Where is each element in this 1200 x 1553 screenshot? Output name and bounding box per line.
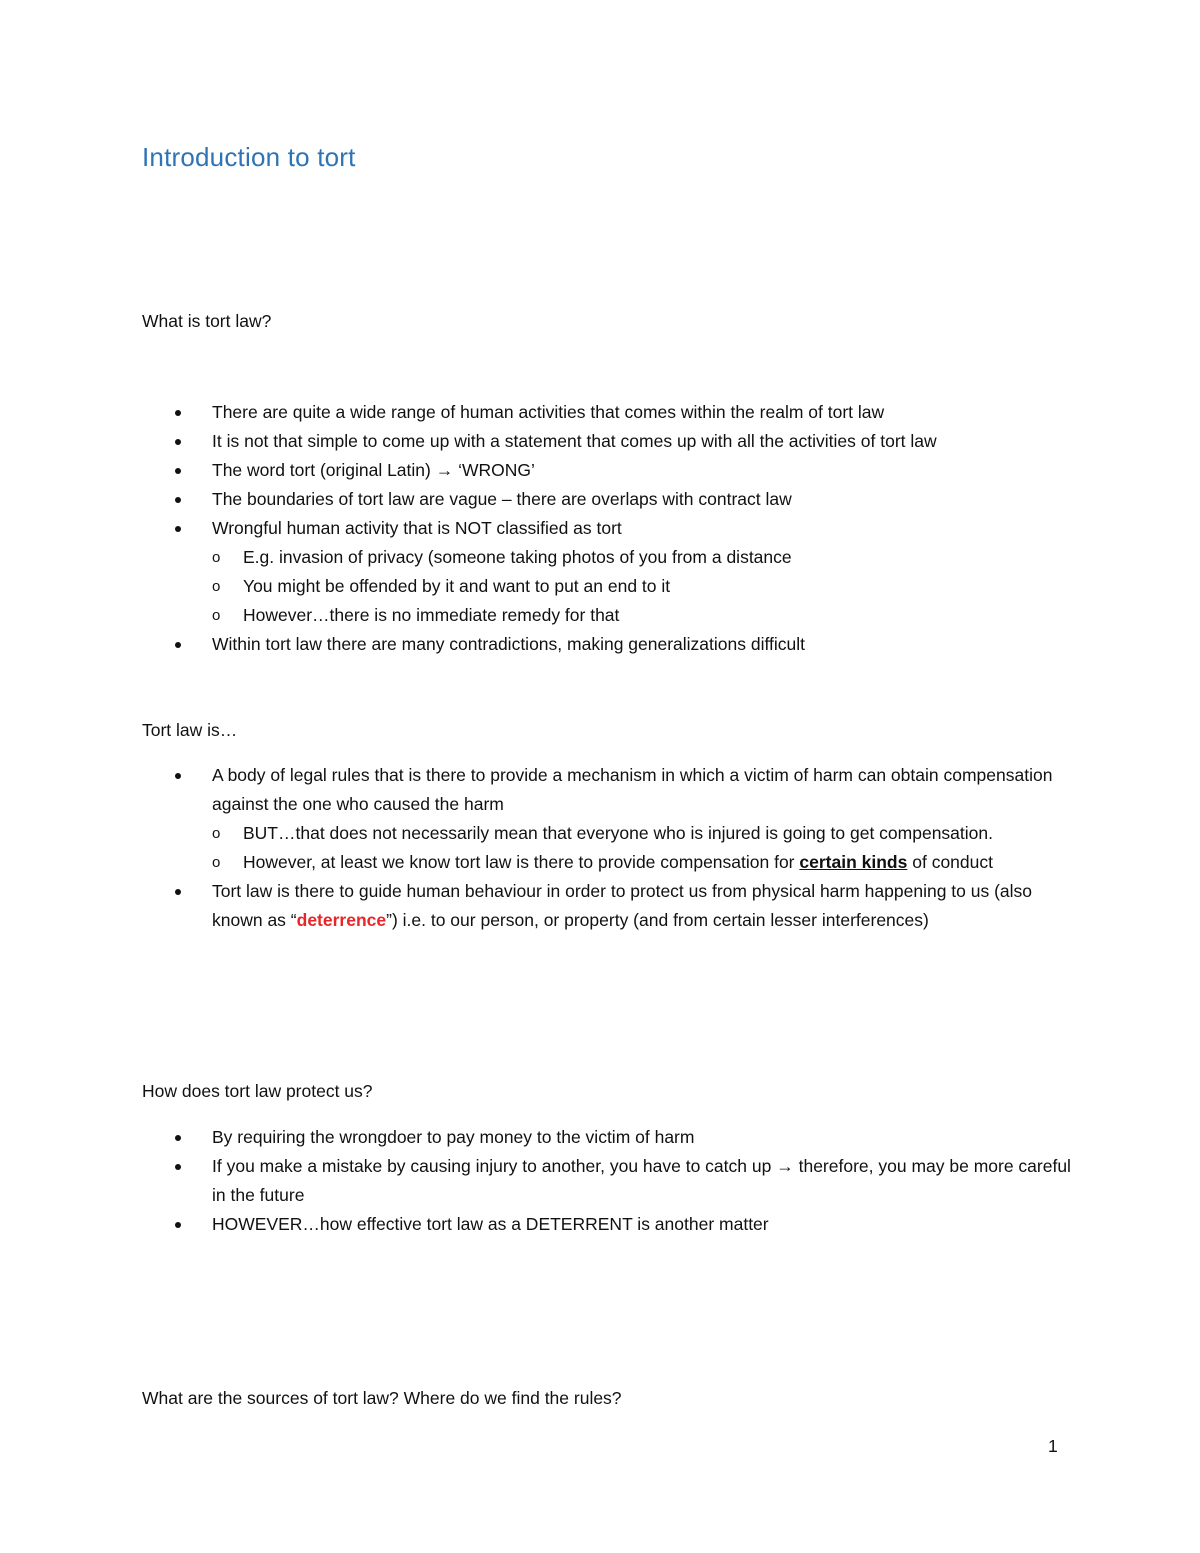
list-item-text: It is not that simple to come up with a statement that comes up with all the activities of tort law — [212, 431, 937, 451]
list-item — [172, 456, 1072, 485]
list-item-text: There are quite a wide range of human activities that comes within the realm of tort law — [212, 402, 885, 422]
list-item-text: The boundaries of tort law are vague – there are overlaps with contract law — [212, 489, 792, 509]
list-item-text: Within tort law there are many contradictions, making generalizations difficult — [212, 634, 806, 654]
list-item-text: The word tort (original Latin) — [212, 460, 431, 480]
list-item-text: However…there is no immediate remedy for that — [243, 605, 620, 625]
arrow-right-icon: → — [776, 1156, 794, 1176]
section-heading-what-is-tort-law: What is tort law? — [142, 311, 272, 331]
bullet-list — [172, 761, 1072, 935]
sub-list-item — [172, 848, 1072, 877]
list-item-text: Tort law is there to guide human behaviour in order to protect us from physical harm happening to us (also known as “ — [212, 881, 1033, 930]
section-heading-how-does-tort-law-protect-us: How does tort law protect us? — [142, 1081, 373, 1101]
list-item — [172, 630, 1072, 659]
list-item-text: E.g. invasion of privacy (someone taking photos of you from a distance — [243, 547, 792, 567]
list-item — [172, 398, 1072, 427]
sub-list-item — [172, 572, 1072, 601]
document-title: Introduction to tort — [142, 142, 356, 172]
section-heading-sources-of-tort-law: What are the sources of tort law? Where do we find the rules? — [142, 1388, 622, 1408]
list-item-text: ‘WRONG’ — [458, 460, 535, 480]
list-item-text: You might be offended by it and want to put an end to it — [243, 576, 671, 596]
list-item — [172, 1210, 1072, 1239]
list-item-text: Wrongful human activity that is NOT classified as tort — [212, 518, 622, 538]
list-item — [172, 761, 1072, 877]
arrow-right-icon: → — [435, 460, 454, 480]
list-item-text: therefore, you may be more careful in the future — [212, 1156, 1071, 1205]
bullet-list — [172, 1123, 1072, 1239]
list-item — [172, 485, 1072, 514]
emphasis-deterrence: deterrence — [296, 910, 387, 930]
list-item-text: If you make a mistake by causing injury to another, you have to catch up — [212, 1156, 772, 1176]
list-item — [172, 514, 1072, 630]
list-item — [172, 1152, 1072, 1210]
sub-list-item — [172, 819, 1072, 848]
list-item — [172, 1123, 1072, 1152]
list-item-text: BUT…that does not necessarily mean that everyone who is injured is going to get compensation. — [243, 823, 993, 843]
section-heading-tort-law-is: Tort law is… — [142, 720, 238, 740]
list-item-text: ”) i.e. to our person, or property (and from certain lesser interferences) — [386, 910, 929, 930]
list-item — [172, 427, 1072, 456]
list-item-text: However, at least we know tort law is there to provide compensation for — [243, 852, 795, 872]
bullet-list — [172, 398, 1072, 659]
emphasis-certain-kinds: certain kinds — [799, 852, 908, 872]
page-number: 1 — [1048, 1436, 1058, 1456]
list-item-text: A body of legal rules that is there to provide a mechanism in which a victim of harm can obtain compensation against the one who caused the harm — [212, 765, 1053, 814]
sub-bullet-list — [212, 543, 1072, 630]
list-item — [172, 877, 1072, 935]
sub-bullet-list — [212, 819, 1072, 877]
list-item-text: HOWEVER…how effective tort law as a DETERRENT is another matter — [212, 1214, 769, 1234]
list-item-text: of conduct — [912, 852, 993, 872]
sub-list-item — [172, 543, 1072, 572]
list-item-text: By requiring the wrongdoer to pay money to the victim of harm — [212, 1127, 695, 1147]
sub-list-item — [172, 601, 1072, 630]
